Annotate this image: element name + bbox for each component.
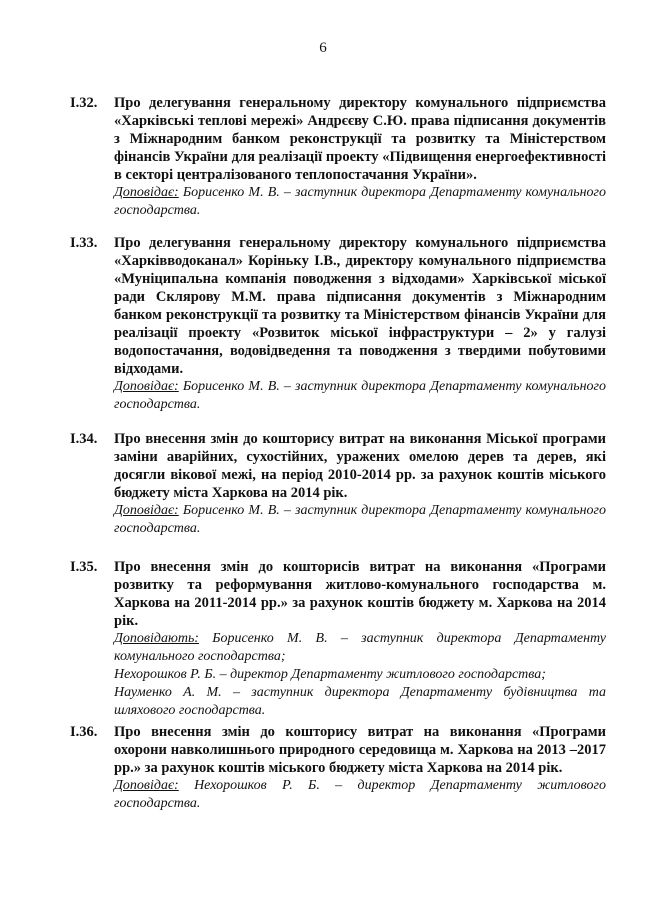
item-body — [114, 234, 606, 414]
item-number: І.34. — [70, 431, 98, 447]
reporter-text: Борисенко М. В. – заступник директора Департаменту комунального господарства. — [114, 503, 606, 536]
item-body — [114, 94, 606, 220]
reporter-label: Доповідає: — [114, 778, 179, 793]
page-number: 6 — [319, 40, 327, 56]
item-number: І.33. — [70, 235, 98, 251]
reporter-line — [114, 684, 606, 720]
item-body — [114, 723, 606, 813]
item-number: І.35. — [70, 559, 98, 575]
reporter-line — [114, 630, 606, 666]
item-title: Про внесення змін до кошторисів витрат на виконання «Програми розвитку та реформування житлово-комунального господарства м. Харкова на 2011-2014 рр.» за рахунок коштів бюджету м. Харкова на 2014 рік. — [114, 559, 606, 629]
reporter-text: Науменко А. М. – заступник директора Департаменту будівництва та шляхового господарства. — [114, 685, 606, 718]
reporter-label: Доповідає: — [114, 379, 179, 394]
item-body — [114, 558, 606, 720]
item-number: І.36. — [70, 724, 98, 740]
reporter-text: Борисенко М. В. – заступник директора Департаменту комунального господарства. — [114, 379, 606, 412]
reporter-label: Доповідають: — [114, 631, 199, 646]
reporter-text: Нехорошков Р. Б. – директор Департаменту житлового господарства; — [114, 667, 546, 682]
item-body — [114, 430, 606, 538]
agenda-item-1-34 — [70, 430, 606, 538]
reporter-text: Нехорошков Р. Б. – директор Департаменту житлового господарства. — [114, 778, 606, 811]
reporter-line — [114, 666, 606, 684]
item-number: І.32. — [70, 95, 98, 111]
agenda-item-1-32 — [70, 94, 606, 220]
reporter-text: Борисенко М. В. – заступник директора Департаменту комунального господарства; — [114, 631, 606, 664]
reporter-label: Доповідає: — [114, 185, 179, 200]
reporter-line — [114, 777, 606, 813]
reporter-label: Доповідає: — [114, 503, 179, 518]
item-title: Про делегування генеральному директору комунального підприємства «Харківські теплові мережі» Андрєєву С.Ю. права підписання документів з Міжнародним банком реконструкції та розвитку та Міністерством фінансів України для реалізації проекту «Підвищення енергоефективності в секторі централізованого теплопостачання України». — [114, 95, 606, 183]
reporter-text: Борисенко М. В. – заступник директора Департаменту комунального господарства. — [114, 185, 606, 218]
item-title: Про внесення змін до кошторису витрат на виконання Міської програми заміни аварійних, сухостійних, уражених омелою дерев та дерев, які досягли вікової межі, на період 2010-2014 рр. за рахунок коштів міського бюджету міста Харкова на 2014 рік. — [114, 431, 606, 501]
item-title: Про внесення змін до кошторису витрат на виконання «Програми охорони навколишнього природного середовища м. Харкова на 2013 –2017 рр.» за рахунок коштів міського бюджету міста Харкова на 2014 рік. — [114, 724, 606, 776]
agenda-item-1-33 — [70, 234, 606, 414]
agenda-item-1-35 — [70, 558, 606, 720]
reporter-line — [114, 502, 606, 538]
reporter-line — [114, 378, 606, 414]
agenda-item-1-36 — [70, 723, 606, 813]
agenda-list — [70, 94, 606, 813]
reporter-line — [114, 184, 606, 220]
item-title: Про делегування генеральному директору комунального підприємства «Харківводоканал» Корінькy І.В., директору комунального підприємства «Муніципальна компанія поводження з відходами» Харківської міської ради Склярову М.М. права підписання документів з Міжнародним банком реконструкції та розвитку та Міністерством фінансів України для реалізації проекту «Розвиток міської інфраструктури – 2» у галузі водопостачання, водовідведення та поводження з твердими побутовими відходами. — [114, 235, 606, 377]
